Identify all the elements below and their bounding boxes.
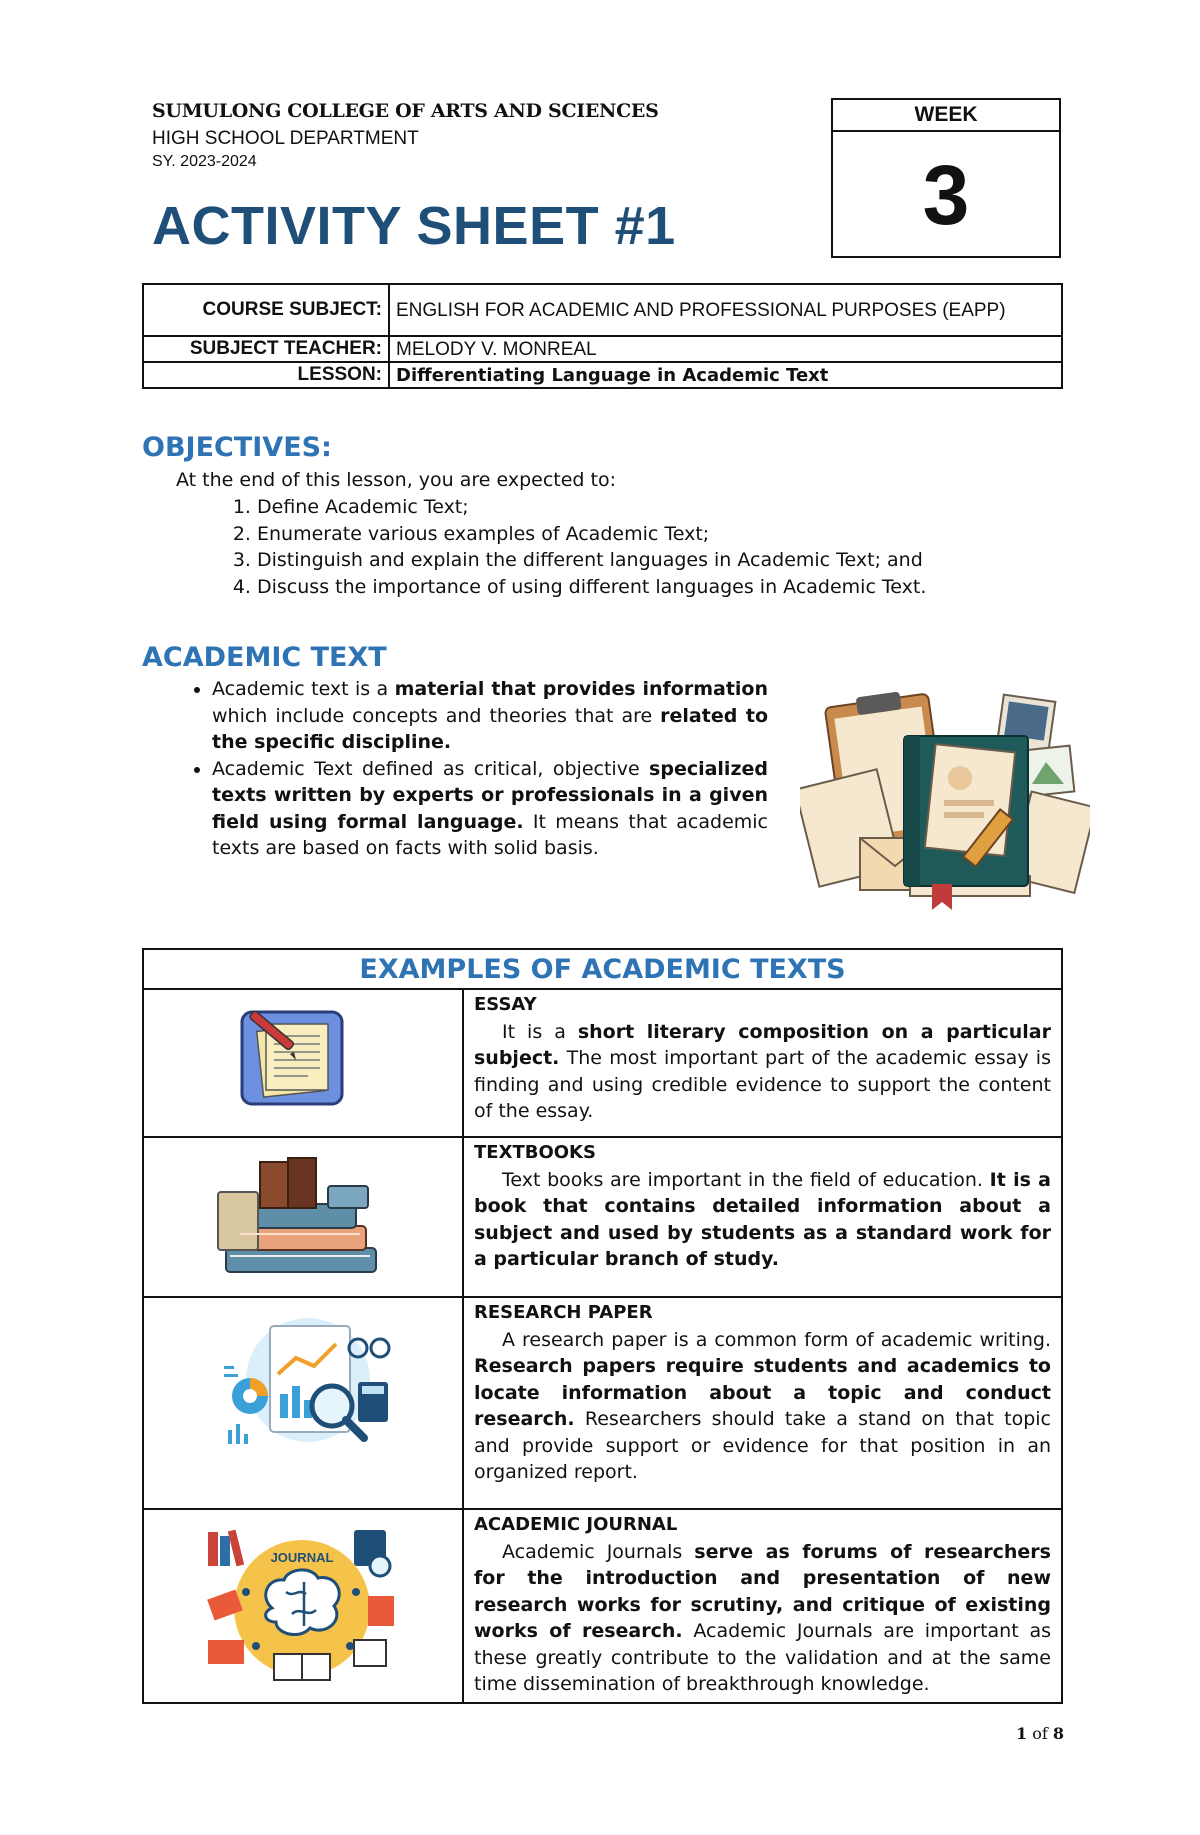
lesson-label: LESSON: — [143, 362, 389, 388]
course-subject-label: COURSE SUBJECT: — [143, 284, 389, 336]
academic-text-bullet-1: • Academic text is a material that provides information which include concepts and theories that are related to the specific discipline. — [212, 676, 768, 756]
course-subject-value: ENGLISH FOR ACADEMIC AND PROFESSIONAL PURPOSES (EAPP) — [389, 284, 1062, 336]
teacher-value: MELODY V. MONREAL — [389, 336, 1062, 362]
essay-text-cell — [463, 989, 1062, 1137]
lesson-value: Differentiating Language in Academic Text — [389, 362, 1062, 388]
research-text-cell — [463, 1297, 1062, 1509]
journal-text-cell — [463, 1509, 1062, 1703]
course-info-table — [142, 283, 1063, 389]
academic-docs-icon — [800, 688, 1090, 920]
research-chart-icon — [218, 1314, 398, 1469]
page-number: 1 of 8 — [1015, 1724, 1064, 1743]
school-name: SUMULONG COLLEGE OF ARTS AND SCIENCES — [152, 100, 659, 122]
textbooks-image-cell — [143, 1137, 463, 1297]
journal-image-label: JOURNAL — [270, 1550, 334, 1565]
journal-brain-icon — [204, 1522, 400, 1687]
academic-text-heading: ACADEMIC TEXT — [142, 642, 387, 673]
textbooks-title: TEXTBOOKS — [474, 1142, 596, 1163]
school-year: SY. 2023-2024 — [152, 153, 257, 170]
objective-item: 2. Enumerate various examples of Academic Text; — [257, 521, 926, 548]
essay-title: ESSAY — [474, 994, 537, 1015]
objectives-intro: At the end of this lesson, you are expected to: — [176, 469, 617, 491]
objective-item: 1. Define Academic Text; — [257, 494, 926, 521]
objectives-list — [212, 494, 926, 600]
examples-table — [142, 948, 1063, 1704]
essay-image-cell — [143, 989, 463, 1137]
teacher-label: SUBJECT TEACHER: — [143, 336, 389, 362]
research-title: RESEARCH PAPER — [474, 1302, 653, 1323]
textbooks-body: Text books are important in the field of education. It is a book that contains detailed information about a subject and used by students as a standard work for a particular branch of study. — [474, 1168, 1051, 1270]
research-body: A research paper is a common form of academic writing. Research papers require students and academics to locate information about a topic and conduct research. Researchers should take a stand on that topic and provide support or evidence for that position in an organized report. — [474, 1328, 1051, 1483]
week-box — [831, 98, 1061, 258]
objectives-heading: OBJECTIVES: — [142, 432, 332, 463]
academic-text-bullet-2: • Academic Text defined as critical, objective specialized texts written by experts or professionals in a given field using formal language. It means that academic texts are based on facts with solid basis. — [212, 756, 768, 862]
essay-icon — [238, 1008, 348, 1113]
journal-body: Academic Journals serve as forums of researchers for the introduction and presentation of new research works for scrutiny, and critique of existing works of research. Academic Journals are important as these greatly contribute to the validation and at the same time dissemination of breakthrough knowledge. — [474, 1540, 1051, 1695]
page-title: ACTIVITY SHEET #1 — [152, 196, 676, 256]
objective-item: 4. Discuss the importance of using different languages in Academic Text. — [257, 574, 926, 601]
journal-title: ACADEMIC JOURNAL — [474, 1514, 678, 1535]
journal-image-cell — [143, 1509, 463, 1703]
examples-heading: EXAMPLES OF ACADEMIC TEXTS — [143, 949, 1062, 989]
books-icon — [216, 1156, 386, 1285]
research-image-cell — [143, 1297, 463, 1509]
objective-item: 3. Distinguish and explain the different languages in Academic Text; and — [257, 547, 926, 574]
week-label: WEEK — [833, 100, 1059, 132]
week-number: 3 — [922, 148, 970, 242]
academic-text-list — [180, 676, 768, 862]
essay-body: It is a short literary composition on a particular subject. The most important part of the academic essay is finding and using credible evidence to support the content of the essay. — [474, 1020, 1051, 1122]
department: HIGH SCHOOL DEPARTMENT — [152, 128, 419, 149]
textbooks-text-cell — [463, 1137, 1062, 1297]
